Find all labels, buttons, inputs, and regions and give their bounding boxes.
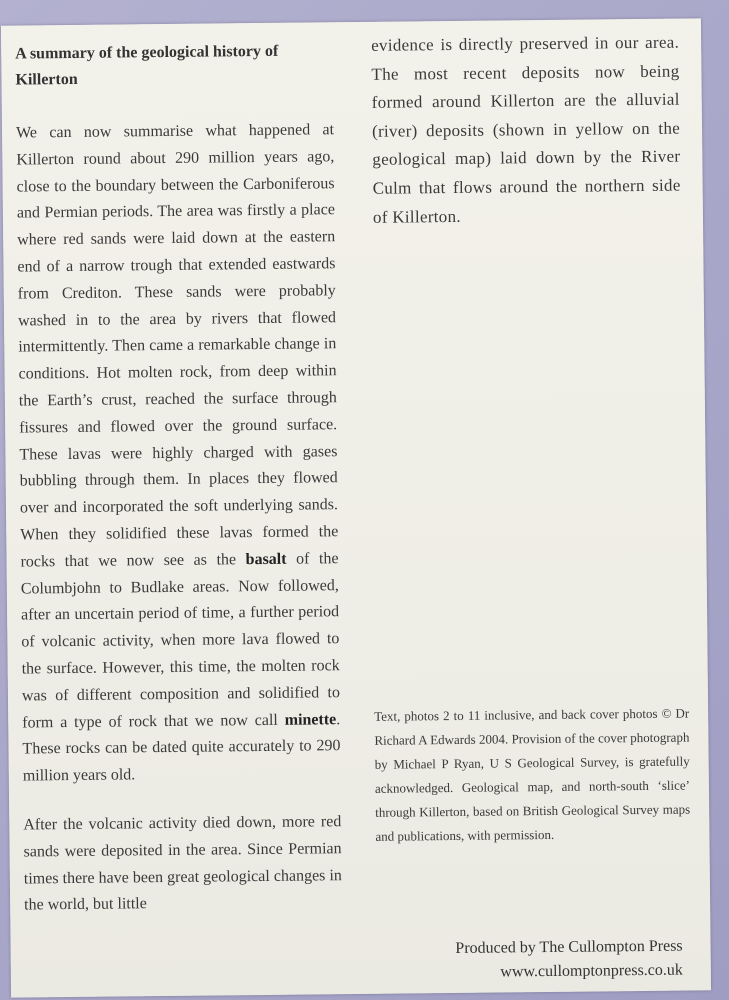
credits-note: Text, photos 2 to 11 inclusive, and back cover photos © Dr Richard A Edwards 2004. Provision of the cover photograph by Michael P Ryan, U S Geological Survey, is gratefully acknowledged. Geological map, and north-south ‘slice’ through Killerton, based on British Geological Survey maps and publications, with permission. bbox=[374, 705, 691, 844]
printed-page bbox=[1, 18, 711, 997]
paragraph-recent-deposits: evidence is directly preserved in our area. The most recent deposits now being formed around Killerton are the alluvial (river) deposits (shown in yellow on the geological map) laid down by the River Culm that flows around the northern side of Killerton. bbox=[371, 32, 681, 227]
page-title: A summary of the geological history of Killerton bbox=[15, 42, 279, 89]
term-basalt: basalt bbox=[245, 550, 287, 568]
publisher-name: Produced by The Cullompton Press bbox=[455, 937, 683, 957]
left-column bbox=[15, 38, 342, 941]
summary-text-1: We can now summarise what happened at Killerton round about 290 million years ago, close to the boundary between the Carboniferous and Permian periods. The area was firstly a place where red sands were laid down at the eastern end of a narrow trough that extended eastwards from Crediton. These sands were probably washed in to the area by rivers that flowed intermittently. Then came a remarkable change in conditions. Hot molten rock, from deep within the Earth’s crust, reached the surface through fissures and flowed over the ground surface. These lavas were highly charged with gases bubbling through them. In places they flowed over and incorporated the soft underlying sands. When they solidified these lavas formed the rocks that we now see as the bbox=[15, 121, 339, 571]
summary-text-3: . These rocks can be dated quite accurately to 290 million years old. bbox=[22, 710, 341, 785]
right-column bbox=[371, 29, 681, 232]
summary-text-2: of the Columbjohn to Budlake areas. Now followed, after an uncertain period of time, a further period of volcanic activity, when more lava flowed to the surface. However, this time, the molten rock was of different composition and solidified to form a type of rock that we now call bbox=[20, 549, 341, 732]
paragraph-after-volcanic: After the volcanic activity died down, more red sands were deposited in the area. Since Permian times there have been great geological changes in the world, but little bbox=[23, 813, 342, 914]
publisher-website: www.cullomptonpress.co.uk bbox=[500, 961, 683, 981]
publisher-info bbox=[377, 935, 683, 986]
paragraph-summary bbox=[16, 117, 341, 790]
term-minette: minette bbox=[284, 710, 337, 729]
